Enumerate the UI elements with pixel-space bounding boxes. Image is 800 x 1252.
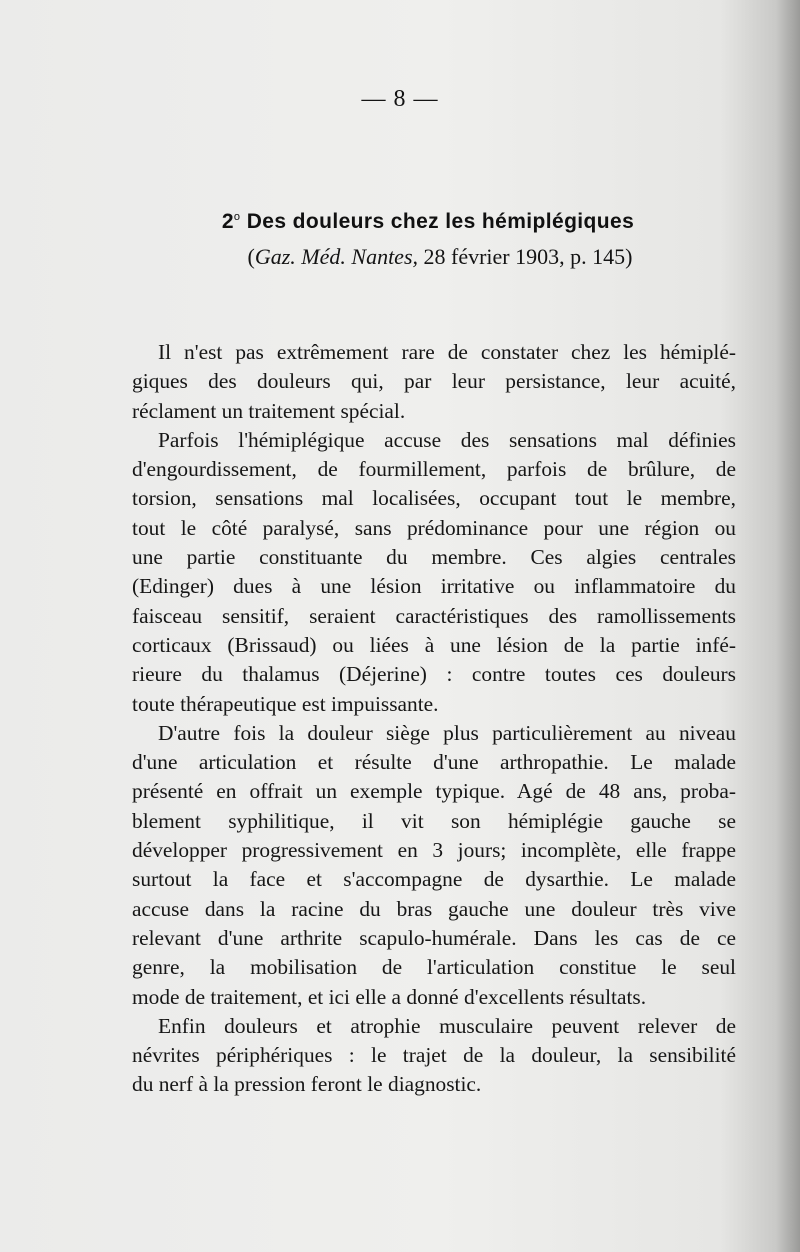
text-line: (Edinger) dues à une lésion irritative ou inflammatoire du — [132, 574, 736, 599]
section-heading — [90, 210, 766, 234]
text-line: d'engourdissement, de fourmillement, parfois de brûlure, de — [132, 457, 736, 482]
text-line: rieure du thalamus (Déjerine) : contre toutes ces douleurs — [132, 662, 736, 687]
text-line: accuse dans la racine du bras gauche une douleur très vive — [132, 896, 736, 921]
page-number: — 8 — — [361, 86, 439, 112]
bleed-through-shadow — [150, 130, 750, 161]
text-line: torsion, sensations mal localisées, occupant tout le membre, — [132, 486, 736, 511]
text-line: présenté en offrait un exemple typique. Agé de 48 ans, proba- — [132, 779, 736, 804]
text-line: névrites périphériques : le trajet de la douleur, la sensibilité — [132, 1043, 736, 1068]
text-line: d'une articulation et résulte d'une arthropathie. Le malade — [132, 750, 736, 775]
text-line: relevant d'une arthrite scapulo-humérale. Dans les cas de ce — [132, 925, 736, 950]
text-line: giques des douleurs qui, par leur persistance, leur acuité, — [132, 369, 736, 394]
text-line: une partie constituante du membre. Ces algies centrales — [132, 545, 736, 570]
source-reference — [90, 244, 790, 270]
section-number: 2 — [221, 210, 234, 233]
text-line: développer progressivement en 3 jours; incomplète, elle frappe — [132, 838, 736, 863]
reference-open-paren: ( — [247, 244, 255, 269]
text-line: mode de traitement, et ici elle a donné d'excellents résultats. — [132, 984, 647, 1009]
text-line: Enfin douleurs et atrophie musculaire peuvent relever de — [158, 1013, 736, 1038]
section-title: Des douleurs chez les hémiplégiques — [246, 210, 635, 233]
text-line: toute thérapeutique est impuissante. — [132, 691, 439, 716]
text-line: genre, la mobilisation de l'articulation constitue le seul — [132, 955, 736, 980]
text-line: tout le côté paralysé, sans prédominance pour une région ou — [132, 515, 736, 540]
text-line: du nerf à la pression feront le diagnostic. — [132, 1072, 482, 1097]
text-line: surtout la face et s'accompagne de dysarthie. Le malade — [132, 867, 736, 892]
reference-details: 28 février 1903, p. 145) — [423, 244, 633, 269]
body-text — [132, 338, 736, 1100]
text-line: D'autre fois la douleur siège plus particulièrement au niveau — [158, 720, 736, 745]
text-line: faisceau sensitif, seraient caractéristiques des ramollissements — [132, 603, 736, 628]
reference-journal: Gaz. Méd. Nantes, — [254, 244, 419, 269]
text-line: Parfois l'hémiplégique accuse des sensations mal définies — [158, 427, 736, 452]
section-number-superscript: o — [233, 211, 241, 223]
text-line: réclament un traitement spécial. — [132, 398, 406, 423]
text-line: blement syphilitique, il vit son hémiplégie gauche se — [132, 808, 736, 833]
text-line: Il n'est pas extrêmement rare de constater chez les hémiplé- — [158, 340, 736, 364]
text-line: corticaux (Brissaud) ou liées à une lésion de la partie infé- — [132, 632, 736, 657]
